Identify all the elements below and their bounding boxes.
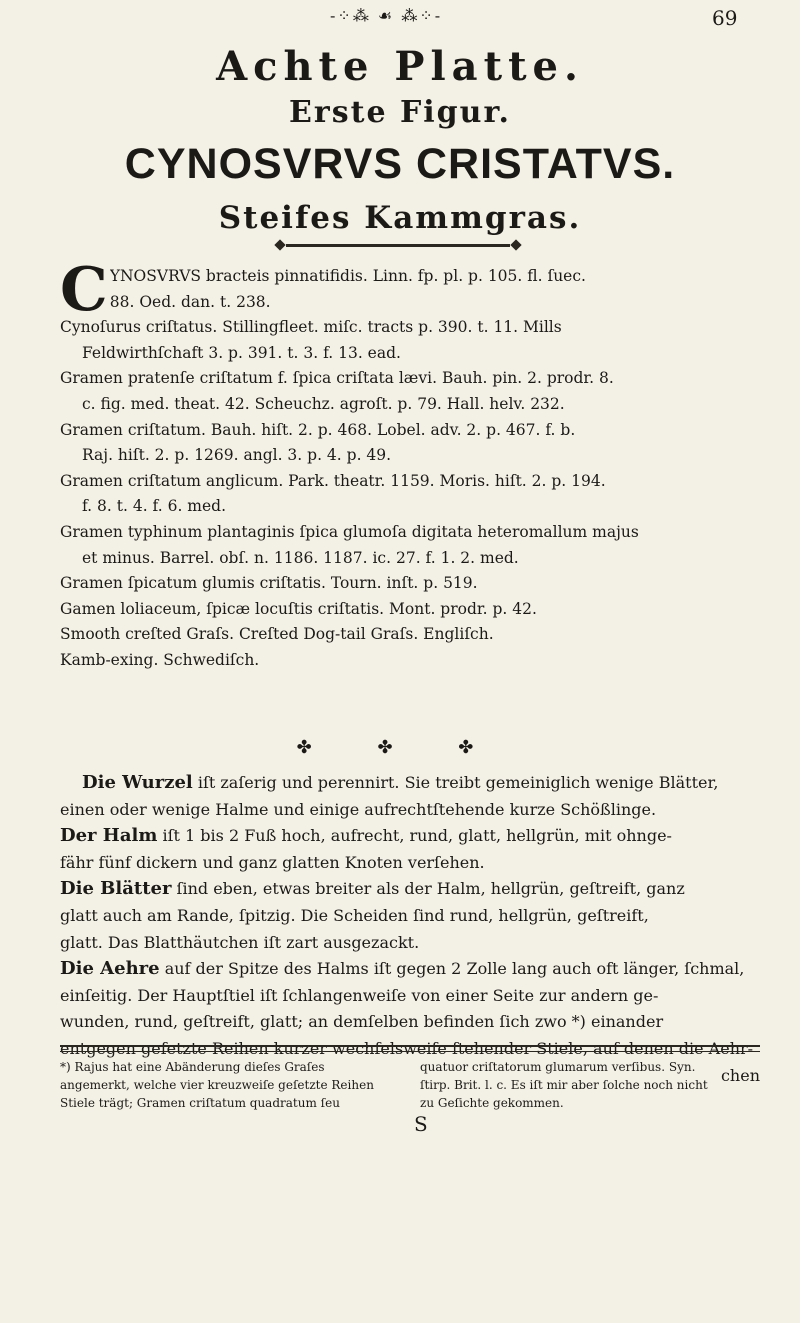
description-line [60,770,760,797]
description-text: glatt. Das Blatthäutchen iſt zart ausgezackt. [60,932,420,952]
signature-mark: S [414,1112,428,1136]
footnote-line: zu Geſichte gekommen. [420,1096,564,1110]
synonymy-line: c. fig. med. theat. 42. Scheuchz. agroſt. p. 79. Hall. helv. 232. [82,394,565,413]
description-text: fähr fünf dickern und ganz glatten Knoten verſehen. [60,852,485,872]
header-ornament: -⁘⁂ ☙ ⁂⁘- [330,6,443,25]
description-text: wunden, rund, geſtreift, glatt; an demſelben befinden ſich zwo *) einander [60,1012,664,1032]
footnote-line: ſtirp. Brit. l. c. Es iſt mir aber ſolche noch nicht [420,1078,708,1092]
page-number: 69 [712,6,738,30]
synonymy-line: Gramen ſpicatum glumis criſtatis. Tourn. inſt. p. 519. [60,574,478,593]
plate-title: Achte Platte. [216,43,584,90]
synonymy-block [60,255,760,674]
synonymy-line: YNOSVRVS bracteis pinnatifidis. Linn. fp. pl. p. 105. fl. ſuec. [109,267,586,285]
description-line [60,823,760,850]
synonymy-line: f. 8. t. 4. f. 6. med. [82,497,227,516]
synonymy-line: Smooth creſted Graſs. Creſted Dog-tail Graſs. Engliſch. [60,625,494,644]
footnote-rule [60,1045,760,1052]
term-stem: Der Halm [60,825,158,847]
description-line [60,797,760,824]
section-separator: ✤ ✤ ✤ [296,737,504,758]
synonymy-line: Kamb-exing. Schwediſch. [60,650,260,669]
description-line [60,983,760,1010]
synonymy-line: et minus. Barrel. obſ. n. 1186. 1187. ic. 27. f. 1. 2. med. [82,548,519,567]
synonymy-line: Gramen pratenſe criſtatum f. ſpica criſtata lævi. Bauh. pin. 2. prodr. 8. [60,369,614,388]
term-root: Die Wurzel [82,772,193,793]
term-spike: Die Aehre [60,958,160,980]
description-text: einſeitig. Der Hauptſtiel iſt ſchlangenweiſe von einer Seite zur andern ge- [60,985,659,1005]
synonymy-line: Gramen criſtatum anglicum. Park. theatr. 1159. Moris. hiſt. 2. p. 194. [60,471,606,490]
species-title: CYNOSVRVS CRISTATVS. [124,140,676,188]
synonymy-line: Feldwirthſchaft 3. p. 391. t. 3. f. 13. ead. [82,343,401,362]
figure-title: Erste Figur. [289,95,511,130]
synonymy-line: 88. Oed. dan. t. 238. [109,292,271,311]
footnote-left-column [60,1058,400,1112]
description-text: glatt auch am Rande, ſpitzig. Die Scheiden ſind rund, hellgrün, geſtreift, [60,905,649,925]
description-line [60,903,760,930]
synonymy-line: Gramen typhinum plantaginis ſpica glumoſa digitata heteromallum majus [60,522,639,541]
synonymy-line: Raj. hiſt. 2. p. 1269. angl. 3. p. 4. p. 49. [82,446,392,465]
description-block [60,770,760,1089]
description-line [60,1009,760,1036]
description-text: iſt 1 bis 2 Fuß hoch, aufrecht, rund, glatt, hellgrün, mit ohnge- [157,826,672,846]
description-text: ſind eben, etwas breiter als der Halm, hellgrün, geſtreift, ganz [171,879,685,899]
description-line [60,876,760,903]
synonymy-line: Gamen loliaceum, ſpicæ locuſtis criſtatis. Mont. prodr. p. 42. [60,599,537,618]
description-text: entgegen geſetzte Reihen kurzer wechſelsweiſe ſtehender Stiele, auf denen die Aehr- [60,1038,754,1058]
ornamental-rule [286,244,510,247]
description-text: auf der Spitze des Halms iſt gegen 2 Zolle lang auch oft länger, ſchmal, [159,959,745,979]
description-text: einen oder wenige Halme und einige aufrechtſtehende kurze Schößlinge. [60,799,657,819]
description-line [60,956,760,983]
synonymy-line: Cynoſurus criſtatus. Stillingfleet. miſc. tracts p. 390. t. 11. Mills [60,318,562,337]
term-leaves: Die Blätter [60,878,172,900]
description-line [60,930,760,957]
footnote-line: angemerkt, welche vier kreuzweiſe geſetzte Reihen [60,1078,374,1092]
footnote-right-column [420,1058,760,1112]
synonymy-line: Gramen criſtatum. Bauh. hiſt. 2. p. 468. Lobel. adv. 2. p. 467. f. b. [60,420,576,439]
description-line [60,850,760,877]
common-name: Steifes Kammgras. [218,200,582,236]
footnote-line: *) Rajus hat eine Abänderung dieſes Graſes [60,1060,325,1074]
footnote-line: Stiele trägt; Gramen criſtatum quadratum ſeu [60,1096,340,1110]
drop-cap: C [60,255,108,325]
footnote-line: quatuor criſtatorum glumarum verſibus. Syn. [420,1060,696,1074]
catchword: chen [720,1065,760,1085]
description-text: iſt zaſerig und perennirt. Sie treibt gemeiniglich wenige Blätter, [192,773,719,792]
